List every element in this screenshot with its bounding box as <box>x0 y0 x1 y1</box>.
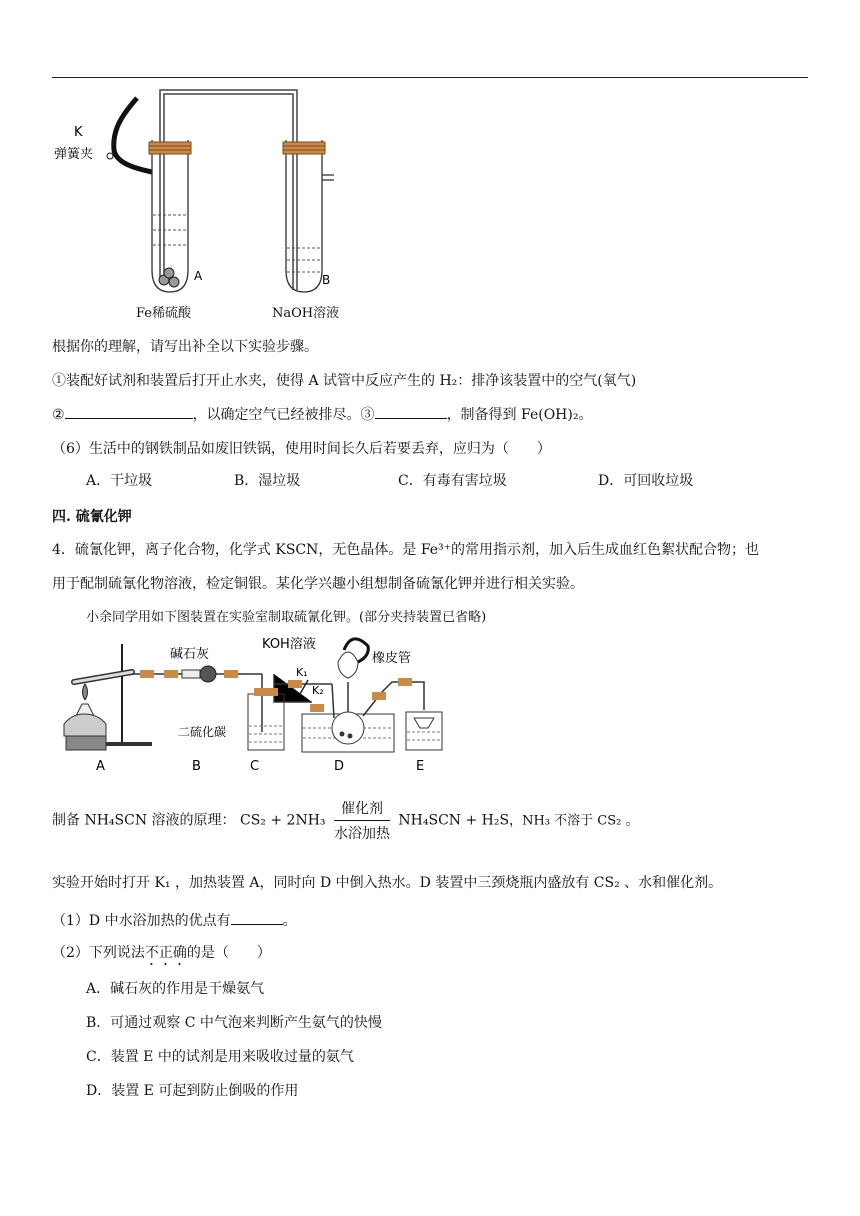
q6-option-c[interactable]: C．有毒有害垃圾 <box>398 473 507 489</box>
q1-suffix: 。 <box>282 913 297 929</box>
section-sub-intro: 小余同学用如下图装置在实验室制取硫氰化钾。(部分夹持装置已省略) <box>86 610 487 625</box>
q5-step2-prefix: ② <box>52 407 65 423</box>
fig2-label-b: B <box>192 759 201 774</box>
q5-step2-suffix: ，制备得到 Fe(OH)₂。 <box>446 407 593 423</box>
fig2-label-d: D <box>334 759 345 774</box>
fig2-label-c: C <box>250 759 260 774</box>
label-soda-lime: 碱石灰 <box>170 647 210 662</box>
q2-option-d[interactable]: D．装置 E 可起到防止倒吸的作用 <box>86 1083 299 1099</box>
q5-intro: 根据你的理解，请写出补全以下实验步骤。 <box>52 339 318 355</box>
label-a: A <box>194 269 203 283</box>
section-heading: 四. 硫氰化钾 <box>52 509 132 525</box>
caption-a-acid: 稀硫酸 <box>152 306 192 321</box>
q2-stem-emphasis: 不正确 <box>144 945 187 961</box>
q5-step2 <box>52 404 592 424</box>
q2-option-c[interactable]: C．装置 E 中的试剂是用来吸收过量的氨气 <box>86 1049 354 1065</box>
answer-blank-2[interactable] <box>65 404 193 419</box>
q1 <box>52 910 297 930</box>
fig2-label-e: E <box>416 759 425 774</box>
label-b: B <box>322 273 331 287</box>
q5-step2-mid: ，以确定空气已经被排尽。③ <box>192 407 375 423</box>
equation-note: ，NH₃ 不溶于 CS₂ 。 <box>509 813 639 829</box>
q2-stem-suffix: 的是（ ） <box>186 945 271 961</box>
answer-blank-q1[interactable] <box>231 910 283 925</box>
q5-step1: ①装配好试剂和装置后打开止水夹，使得 A 试管中反应产生的 H₂：排净该装置中的空气(氧气) <box>52 373 637 389</box>
start-para: 实验开始时打开 K₁ ，加热装置 A，同时向 D 中倒入热水。D 装置中三颈烧瓶内盛放有 CS₂ 、水和催化剂。 <box>52 875 723 891</box>
figure-fe-oh2-apparatus <box>52 80 352 325</box>
caption-a-fe: Fe <box>136 306 153 321</box>
section-para-line1: 4．硫氰化钾，离子化合物，化学式 KSCN，无色晶体。是 Fe³⁺的常用指示剂，加入后生成血红色絮状配合物；也 <box>52 542 760 558</box>
header-rule <box>52 77 808 78</box>
equation <box>52 798 638 843</box>
equation-arrow <box>334 798 390 843</box>
section-para-line2: 用于配制硫氰化物溶液，检定铜银。某化学兴趣小组想制备硫氰化钾并进行相关实验。 <box>52 576 584 592</box>
label-k: K <box>74 125 83 140</box>
equation-condition: 水浴加热 <box>333 826 390 842</box>
equation-prefix: 制备 NH₄SCN 溶液的原理： <box>52 812 236 829</box>
label-spring-clamp: 弹簧夹 <box>54 147 94 162</box>
q2-stem <box>52 942 271 969</box>
equation-rhs: NH₄SCN + H₂S <box>398 812 510 829</box>
q1-text: （1）D 中水浴加热的优点有 <box>52 913 231 929</box>
equation-lhs: CS₂ + 2NH₃ <box>239 812 326 829</box>
label-k1: K₁ <box>296 666 308 679</box>
caption-b: NaOH溶液 <box>272 306 340 321</box>
label-k2: K₂ <box>312 684 324 697</box>
fig2-label-a: A <box>96 759 105 774</box>
q6-option-a[interactable]: A．干垃圾 <box>86 473 153 489</box>
equation-catalyst: 催化剂 <box>334 798 390 821</box>
answer-blank-3[interactable] <box>375 404 447 419</box>
q6-option-d[interactable]: D．可回收垃圾 <box>598 473 694 489</box>
figure-kscn-apparatus <box>52 632 452 780</box>
q2-stem-prefix: （2）下列说法 <box>52 945 145 961</box>
q6-option-b[interactable]: B．湿垃圾 <box>234 473 301 489</box>
label-rubber-tube: 橡皮管 <box>372 651 412 666</box>
label-koh: KOH溶液 <box>262 637 316 652</box>
q2-option-b[interactable]: B．可通过观察 C 中气泡来判断产生氨气的快慢 <box>86 1015 382 1031</box>
label-cs2: 二硫化碳 <box>178 725 227 739</box>
q6-stem: （6）生活中的钢铁制品如废旧铁锅，使用时间长久后若要丢弃，应归为（ ） <box>52 441 551 457</box>
q2-option-a[interactable]: A．碱石灰的作用是干燥氨气 <box>86 981 265 997</box>
